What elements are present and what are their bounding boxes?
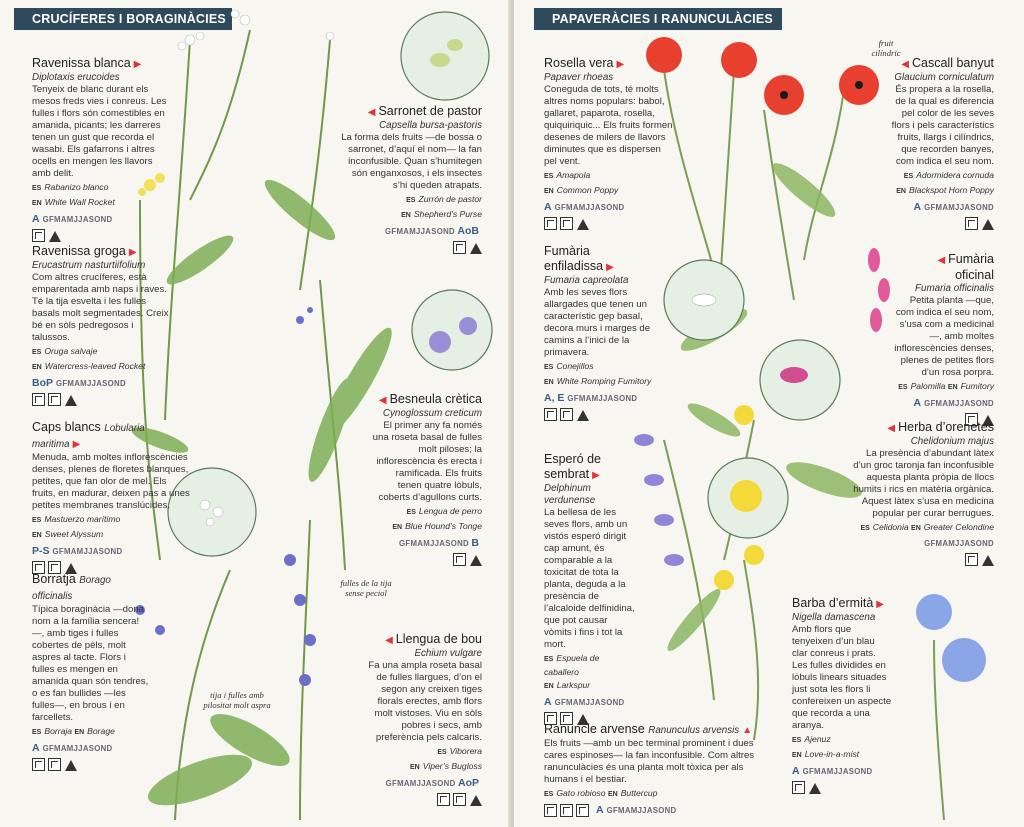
common-name-en: EN Sweet Alyssum — [32, 529, 104, 539]
left-page-header: CRUCÍFERES I BORAGINÀCIES — [14, 8, 232, 30]
right-page-header: PAPAVERÀCIES I RANUNCULÀCIES — [534, 8, 782, 30]
entry-fumaria-oficinal — [894, 252, 994, 426]
habitat-icons — [362, 793, 482, 806]
red-triangle-icon: ▶ — [616, 59, 625, 70]
habitat-square-icon — [560, 217, 573, 230]
common-name-es: ES Amapola — [544, 170, 591, 180]
habitat-code: A — [792, 765, 800, 777]
description: Coneguda de tots, té molts altres noms populars: babol, gallaret, paparota, rosella, quiquiriquic... Els fruits formen desenes de milers de llavors diminutes que es dispersen pel vent. — [544, 84, 673, 167]
red-triangle-icon: ▶ — [592, 470, 600, 481]
entry-sarronet-de-pastor — [336, 104, 482, 254]
plant-name: Ranuncle arvense — [544, 722, 645, 736]
habitat-icons — [372, 553, 482, 566]
mountain-icon — [469, 553, 482, 566]
months-bar: A GFMAMJJASOND — [544, 696, 625, 708]
habitat-square-icon — [544, 408, 557, 421]
habitat-square-icon — [32, 758, 45, 771]
common-name-en: EN Common Poppy — [544, 185, 619, 195]
habitat-code: A — [596, 804, 604, 816]
months-bar: A GFMAMJJASOND — [913, 397, 994, 409]
description: Com altres crucíferes, està emparentada amb naps i raves. Té la tija esvelta i les fulles basals molt segmentades. Creix bé en sòls pedregosos i talussos. — [32, 272, 169, 343]
months-bar: A, E GFMAMJJASOND — [544, 392, 638, 404]
common-name-es-en: ES Borraja EN Borage — [32, 726, 115, 736]
habitat-code: AoB — [457, 225, 479, 237]
common-name-en: EN Shepherd’s Purse — [401, 209, 482, 219]
common-name-en: EN Blue Hound’s Tonge — [392, 521, 482, 531]
description: Amb les seves flors allargades que tenen un característic gep basal, decora murs i marges de camins a l’inici de la primavera. — [544, 287, 651, 358]
right-page — [514, 0, 1024, 827]
habitat-code: B — [471, 537, 479, 549]
plant-name: Barba d’ermità — [792, 596, 874, 610]
months-bar: A GFMAMJJASOND — [32, 742, 113, 754]
common-name-es-en: ES Gato robioso EN Buttercup — [544, 788, 658, 798]
habitat-square-icon — [48, 393, 61, 406]
red-triangle-icon: ◀ — [901, 59, 909, 70]
common-name-en: EN Watercress-leaved Rocket — [32, 361, 146, 371]
habitat-icons — [544, 804, 760, 817]
mountain-icon — [808, 781, 821, 794]
description: El primer any fa només una roseta basal de fulles molt piloses; la inflorescència és erecta i ramificada. Els fruits tenen quatre lòbuls, coberts d’agullons curts. — [372, 420, 482, 503]
habitat-square-icon — [560, 804, 573, 817]
months-bar: GFMAMJJASOND AoB — [385, 225, 479, 237]
latin-name: Fumaria officinalis — [915, 283, 994, 294]
habitat-code: AoP — [458, 777, 479, 789]
description: Tenyeix de blanc durant els mesos freds vies i conreus. Les fulles i flors són comestibles en amanida, picants; les darreres tenen un gust que recorda el wasabi. Els gafarrons i altres ocells en mengen les llavors amb delit. — [32, 84, 167, 179]
mountain-icon — [981, 217, 994, 230]
months-bar: A GFMAMJJASOND — [544, 201, 625, 213]
mountain-icon — [64, 758, 77, 771]
habitat-square-icon — [560, 408, 573, 421]
habitat-icons — [792, 781, 892, 794]
common-name-en: EN Larkspur — [544, 680, 591, 690]
entry-barba-dermita — [792, 596, 892, 794]
plant-name: Borratja — [32, 572, 76, 586]
mountain-icon — [981, 553, 994, 566]
habitat-icons — [544, 217, 676, 230]
habitat-code: P-S — [32, 545, 50, 557]
description: La forma dels fruits —de bossa o sarronet, d’aquí el nom— la fan inconfusible. Quan s’humitegen són enganxosos, i els insectes s’hi queden atrapats. — [341, 132, 482, 191]
plant-name: Herba d’orenetes — [898, 420, 994, 434]
common-name-en: EN White Romping Fumitory — [544, 376, 652, 386]
red-triangle-icon: ▶ — [606, 262, 614, 273]
common-name-es: ES Rabanizo blanco — [32, 182, 109, 192]
common-name-es: ES Oruga salvaje — [32, 346, 98, 356]
entry-ravenissa-blanca — [32, 56, 172, 242]
months-bar: A GFMAMJJASOND — [596, 804, 677, 816]
entry-espero-de-sembrat — [544, 452, 636, 725]
habitat-icons — [336, 241, 482, 254]
months-bar: GFMAMJJASOND AoP — [385, 777, 479, 789]
months-bar: A GFMAMJJASOND — [32, 213, 113, 225]
months-bar: GFMAMJJASOND — [924, 539, 994, 548]
latin-name: Diplotaxis erucoides — [32, 72, 120, 83]
latin-name: Chelidonium majus — [910, 436, 994, 447]
habitat-square-icon — [792, 781, 805, 794]
habitat-square-icon — [544, 217, 557, 230]
plant-name: Ravenissa groga — [32, 244, 126, 258]
habitat-square-icon — [453, 241, 466, 254]
habitat-code: A — [913, 201, 922, 213]
latin-name: Erucastrum nasturtiifolium — [32, 260, 146, 271]
plant-name: Llengua de bou — [395, 632, 482, 646]
mountain-icon — [576, 408, 589, 421]
plant-name: Fumària oficinal — [948, 252, 994, 282]
mountain-icon — [469, 241, 482, 254]
habitat-code: A — [544, 696, 552, 708]
red-triangle-icon: ◀ — [378, 395, 387, 406]
mountain-icon — [469, 793, 482, 806]
red-triangle-icon: ◀ — [385, 635, 393, 646]
common-name-es: ES Mastuerzo marítimo — [32, 514, 121, 524]
red-triangle-icon: ▶ — [133, 59, 142, 70]
habitat-code: A — [544, 201, 552, 213]
description: Amb flors que tenyeixen d’un blau clar conreus i prats. Les fulles dividides en lòbuls linears situades just sota les flors li confereixen un aspecte que recorda a una aranya. — [792, 624, 892, 731]
habitat-icons — [544, 408, 656, 421]
red-triangle-icon: ▶ — [876, 599, 884, 610]
latin-name: Fumaria capreolata — [544, 275, 629, 286]
common-name-es: ES Espuela de caballero — [544, 653, 600, 677]
plant-name: Esperó de sembrat — [544, 452, 601, 481]
red-triangle-icon: ▶ — [128, 247, 137, 258]
latin-name: Lobularia maritima — [32, 423, 145, 450]
mountain-icon — [64, 393, 77, 406]
common-name-en: EN Blackspot Horn Poppy — [896, 185, 994, 195]
months-bar: A GFMAMJJASOND — [792, 765, 873, 777]
habitat-square-icon — [544, 804, 557, 817]
red-triangle-icon: ◀ — [367, 107, 376, 118]
entry-rosella-vera — [544, 56, 676, 230]
latin-name: Glaucium corniculatum — [894, 72, 994, 83]
description: La bellesa de les seves flors, amb un vistós esperó dirigit cap amunt, és comparable a la toxicitat de tota la planta, deguda a la presència de l’alcaloide delfinidina, que pot causar vòmits i fins i tot la mort. — [544, 507, 635, 650]
latin-name: Echium vulgare — [414, 648, 482, 659]
entry-fumaria-enfiladissa — [544, 244, 656, 421]
red-triangle-icon: ▲ — [742, 725, 753, 736]
plant-name: Caps blancs — [32, 420, 101, 434]
description: Típica boraginàcia —dona nom a la família sencera!—, amb tiges i fulles cobertes de pèls, molt aspres al tacte. Flors i fulles es mengen en amanida quan són tendres, o es fan bullides —les fulles—, en brous i en farcellets. — [32, 604, 149, 723]
latin-name: Papaver rhoeas — [544, 72, 614, 83]
latin-name: Delphinum verdunense — [544, 483, 596, 506]
left-page — [0, 0, 510, 827]
habitat-icons — [886, 217, 994, 230]
habitat-code: A, E — [544, 392, 565, 404]
habitat-square-icon — [437, 793, 450, 806]
habitat-icons — [32, 229, 172, 242]
common-name-es: ES Lengua de perro — [406, 506, 482, 516]
habitat-square-icon — [32, 393, 45, 406]
common-name-es: ES Viborera — [437, 746, 482, 756]
common-name-es: ES Zurrón de pastor — [406, 194, 482, 204]
habitat-code: A — [32, 213, 40, 225]
plant-name: Rosella vera — [544, 56, 614, 70]
description: És propera a la rosella, de la qual es diferencia pel color de les seves flors i pels característics fruits, llargs i cilíndrics, que recorden banyes, com indica el seu nom. — [891, 84, 994, 167]
habitat-icons — [846, 553, 994, 566]
entry-besneula-cretica — [372, 392, 482, 566]
habitat-square-icon — [453, 553, 466, 566]
description: La presència d’abundant làtex d’un groc taronja fan inconfusible aquesta planta pròpia de llocs humits i rics en matèria orgànica. Aquest làtex s’usa en medicina popular per curar berrugues. — [853, 448, 994, 519]
description: Petita planta —que, com indica el seu nom, s’usa com a medicinal—, amb moltes inflorescències denses, plenes de petites flors d’un rosa porpra. — [894, 295, 994, 378]
entry-ravenissa-groga — [32, 244, 172, 406]
red-triangle-icon: ▶ — [72, 439, 81, 450]
habitat-code: A — [32, 742, 40, 754]
habitat-square-icon — [32, 229, 45, 242]
entry-caps-blancs — [32, 420, 192, 574]
common-name-es-en: ES Celidonia EN Greater Celondine — [860, 522, 994, 532]
common-name-es: ES Adormidera cornuda — [903, 170, 994, 180]
habitat-square-icon — [965, 217, 978, 230]
entry-ranuncle-arvense — [544, 722, 760, 817]
plant-name: Sarronet de pastor — [378, 104, 482, 118]
habitat-square-icon — [453, 793, 466, 806]
common-name-en: EN Viper’s Bugloss — [410, 761, 482, 771]
latin-name: Cynoglossum creticum — [382, 408, 482, 419]
months-bar: BoP GFMAMJJASOND — [32, 377, 126, 389]
latin-name: Nigella damascena — [792, 612, 876, 623]
latin-name: Ranunculus arvensis — [648, 725, 740, 736]
description: Els fruits —amb un bec terminal prominent i dues cares espinoses— la fan inconfusible. Com altres ranunculàcies és una planta molt tòxica per als humans i el bestiar. — [544, 738, 755, 785]
plant-name: Besneula crètica — [389, 392, 482, 406]
entry-borratja — [32, 572, 150, 771]
habitat-code: A — [913, 397, 922, 409]
latin-name: Borago officinalis — [32, 575, 111, 602]
habitat-square-icon — [48, 758, 61, 771]
habitat-square-icon — [965, 553, 978, 566]
habitat-icons — [32, 758, 150, 771]
common-name-es-en: ES Palomilla EN Fumitory — [898, 381, 994, 391]
common-name-en: EN White Wall Rocket — [32, 197, 115, 207]
mountain-icon — [576, 217, 589, 230]
plant-name: Cascall banyut — [912, 56, 994, 70]
caption-stem-hairs: tija i fulles amb pilositat molt aspra — [203, 690, 271, 710]
entry-llengua-de-bou — [362, 632, 482, 806]
latin-name: Capsella bursa-pastoris — [379, 120, 482, 131]
months-bar: A GFMAMJJASOND — [913, 201, 994, 213]
red-triangle-icon: ◀ — [937, 255, 946, 266]
plant-name: Ravenissa blanca — [32, 56, 131, 70]
red-triangle-icon: ◀ — [887, 423, 896, 434]
common-name-es: ES Ajenuz — [792, 734, 831, 744]
description: Fa una ampla roseta basal de fulles llargues, d’on el segon any creixen tiges florals erectes, amb flors molt vistoses. Viu en sòls pobres i secs, amb preferència pels calcaris. — [368, 660, 482, 743]
habitat-code: BoP — [32, 377, 53, 389]
entry-herba-dorenetes — [846, 420, 994, 566]
common-name-es: ES Conejillos — [544, 361, 594, 371]
habitat-square-icon — [576, 804, 589, 817]
entry-cascall-banyut — [886, 56, 994, 230]
caption-leaves-stem: fulles de la tija sense peciol — [340, 578, 392, 598]
plant-name: Fumària enfiladissa — [544, 244, 604, 273]
caption-cylindrical-fruit: fruit cilíndric — [871, 38, 901, 58]
months-bar: P-S GFMAMJJASOND — [32, 545, 123, 557]
habitat-icons — [32, 393, 172, 406]
description: Menuda, amb moltes inflorescències denses, plenes de floretes blanques, petites, que fan olor de mel. Els fruits, en madurar, deixen pas a unes petites membranes translúcides. — [32, 452, 190, 511]
mountain-icon — [48, 229, 61, 242]
months-bar: GFMAMJJASOND B — [399, 537, 479, 549]
common-name-en: EN Love-in-a-mist — [792, 749, 860, 759]
